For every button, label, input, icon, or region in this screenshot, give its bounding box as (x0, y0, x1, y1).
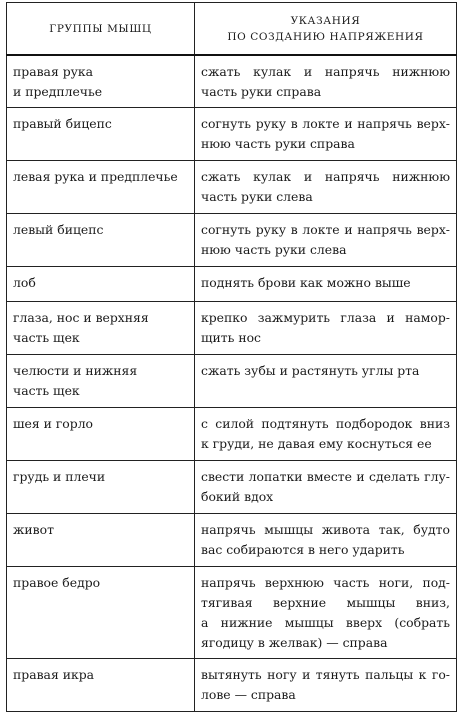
cell-line: тягивая верхние мышцы вниз, (201, 595, 450, 610)
cell-line: и предплечье (13, 83, 103, 99)
instruction-cell (195, 161, 457, 214)
cell-line: с силой подтянуть подбородок вниз (201, 416, 450, 431)
cell-line: правое бедро (13, 575, 101, 590)
instruction-cell (195, 108, 457, 161)
table-row (7, 55, 457, 108)
table-row (7, 408, 457, 461)
header-line: ПО СОЗДАНИЮ НАПРЯЖЕНИЯ (227, 30, 424, 43)
header-row (7, 3, 457, 55)
muscle-cell (7, 161, 195, 214)
muscle-cell (7, 214, 195, 267)
instruction-cell (195, 659, 457, 712)
table-row (7, 161, 457, 214)
table-row (7, 267, 457, 302)
cell-line: левый бицепс (13, 222, 104, 237)
muscle-cell (7, 461, 195, 514)
cell-line: грудь и плечи (13, 469, 106, 484)
cell-line: сжать кулак и напрячь нижнюю (201, 169, 450, 184)
header-line: ГРУППЫ МЫШЦ (49, 22, 152, 35)
table-body (7, 55, 457, 712)
muscle-cell (7, 659, 195, 712)
muscle-cell (7, 514, 195, 567)
cell-line: крепко зажмурить глаза и намор- (201, 310, 450, 325)
table-header (7, 3, 457, 55)
instruction-cell (195, 461, 457, 514)
table-row (7, 302, 457, 355)
cell-line: левая рука и предплечье (13, 169, 178, 184)
table-row (7, 355, 457, 408)
table-row (7, 214, 457, 267)
cell-line: свести лопатки вместе и сделать глу- (201, 469, 450, 484)
cell-line: сжать зубы и растянуть углы рта (201, 363, 420, 378)
cell-line: нюю часть руки справа (201, 136, 355, 151)
cell-line: лоб (13, 275, 36, 290)
header-instructions (195, 3, 457, 55)
table-row (7, 108, 457, 161)
cell-line: часть щек (13, 383, 80, 398)
instruction-cell (195, 267, 457, 302)
muscle-cell (7, 108, 195, 161)
instruction-cell (195, 55, 457, 108)
muscle-cell (7, 267, 195, 302)
header-muscle-groups (7, 3, 195, 55)
muscle-cell (7, 567, 195, 659)
instruction-cell (195, 214, 457, 267)
cell-line: щить нос (201, 330, 261, 345)
table-row (7, 514, 457, 567)
table-row (7, 659, 457, 712)
cell-line: напрячь верхнюю часть ноги, под- (201, 575, 450, 590)
instruction-cell (195, 408, 457, 461)
muscle-cell (7, 355, 195, 408)
muscle-cell (7, 55, 195, 108)
cell-line: поднять брови как можно выше (201, 275, 411, 290)
cell-line: челюсти и нижняя (13, 363, 138, 378)
cell-line: часть руки справа (201, 83, 322, 99)
cell-line: а нижние мышцы вверх (собрать (201, 615, 450, 630)
instruction-cell (195, 514, 457, 567)
instruction-cell (195, 567, 457, 659)
cell-line: вытянуть ногу и тянуть пальцы к го- (201, 667, 450, 682)
cell-line: шея и горло (13, 416, 94, 431)
table-row (7, 567, 457, 659)
cell-line: ягодицу в желвак) — справа (201, 635, 388, 650)
cell-line: живот (13, 522, 54, 537)
cell-line: напрячь мышцы живота так, будто (201, 522, 450, 537)
cell-line: согнуть руку в локте и напрячь верх- (201, 116, 450, 131)
muscle-cell (7, 408, 195, 461)
cell-line: нюю часть руки слева (201, 242, 347, 257)
cell-line: правая икра (13, 667, 95, 682)
header-line: УКАЗАНИЯ (290, 14, 361, 27)
muscle-cell (7, 302, 195, 355)
cell-line: к груди, не давая ему коснуться ее (201, 436, 432, 451)
cell-line: правая рука (13, 63, 94, 79)
cell-line: часть руки слева (201, 189, 313, 204)
instruction-cell (195, 302, 457, 355)
muscle-tension-table (6, 2, 457, 712)
cell-line: сжать кулак и напрячь нижнюю (201, 63, 450, 79)
cell-line: согнуть руку в локте и напрячь верх- (201, 222, 450, 237)
instruction-cell (195, 355, 457, 408)
cell-line: вас собираются в него ударить (201, 542, 405, 557)
cell-line: часть щек (13, 330, 80, 345)
cell-line: правый бицепс (13, 116, 112, 131)
table-row (7, 461, 457, 514)
cell-line: глаза, нос и верхняя (13, 310, 149, 325)
cell-line: бокий вдох (201, 489, 274, 504)
cell-line: лове — справа (201, 687, 296, 702)
